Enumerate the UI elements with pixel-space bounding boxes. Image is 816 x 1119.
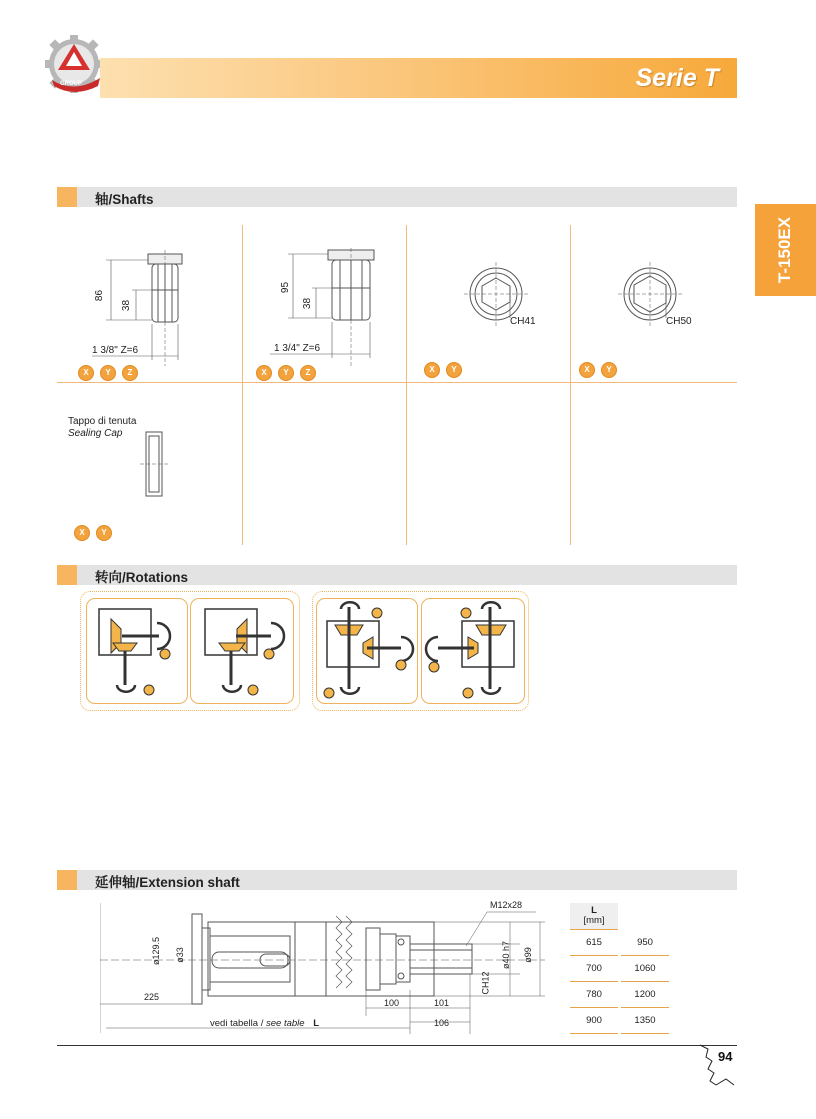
dim-total: 86 <box>94 289 106 302</box>
dim-total: 95 <box>280 281 292 294</box>
side-tab <box>755 204 816 296</box>
sealing-cap-icon <box>136 428 176 500</box>
dim-thread: M12x28 <box>490 900 523 910</box>
grid-divider <box>406 225 407 545</box>
side-tab-label: T-150EX <box>775 216 794 284</box>
rotation-diagram <box>190 598 294 704</box>
see-table-en: see table <box>265 1018 305 1029</box>
logo-text: GROUP <box>60 81 83 87</box>
dim-106: 106 <box>434 1018 450 1028</box>
grid-divider <box>242 225 243 545</box>
table-cell: 1350 <box>621 1008 669 1034</box>
grid-divider <box>570 225 571 545</box>
dim-depth: 38 <box>302 297 314 310</box>
grid-divider <box>57 382 737 383</box>
option-badge-x[interactable]: X <box>579 362 595 378</box>
sealing-cap-drawing <box>136 428 176 500</box>
option-badge-y[interactable]: Y <box>100 365 116 381</box>
section-shafts <box>57 187 737 207</box>
length-table <box>567 903 672 1034</box>
section-marker <box>57 565 77 585</box>
header-bar <box>100 58 737 98</box>
table-cell: 900 <box>570 1008 618 1034</box>
option-badge-x[interactable]: X <box>78 365 94 381</box>
dim-depth: 38 <box>121 299 133 312</box>
table-cell: 615 <box>570 930 618 956</box>
dim-99: ø99 <box>522 947 533 963</box>
rotation-diagram <box>86 598 188 704</box>
dim-101: 101 <box>434 998 450 1008</box>
rotation-diagram <box>421 598 525 704</box>
table-header-empty <box>621 903 669 930</box>
option-badge-z[interactable]: Z <box>300 365 316 381</box>
option-badge-y[interactable]: Y <box>601 362 617 378</box>
section-marker <box>57 187 77 207</box>
dim-100: 100 <box>384 998 400 1008</box>
extension-shaft-drawing <box>100 898 560 1038</box>
table-header-unit: [mm] <box>583 915 605 926</box>
rotation-arrows-icon <box>191 599 293 703</box>
shaft-drawing-1 <box>84 248 234 368</box>
option-badge-x[interactable]: X <box>74 525 90 541</box>
hex-shaft-drawing-2 <box>614 258 704 338</box>
section-title: 延伸轴/Extension shaft <box>95 875 240 890</box>
dim-h7: ø40 h7 <box>501 940 512 970</box>
cap-label-en: Sealing Cap <box>68 428 123 439</box>
section-rotations <box>57 565 737 585</box>
hex-shaft-drawing-1 <box>460 258 550 338</box>
option-badge-x[interactable]: X <box>424 362 440 378</box>
table-header-cell <box>570 903 618 930</box>
rotation-arrows-icon <box>317 599 417 703</box>
table-header-l: L <box>591 905 597 916</box>
option-badge-z[interactable]: Z <box>122 365 138 381</box>
table-cell: 950 <box>621 930 669 956</box>
page-number: 94 <box>718 1049 733 1064</box>
table-row <box>570 982 669 1008</box>
section-marker <box>57 870 77 890</box>
dim-flange: ø129.5 <box>151 936 162 966</box>
dim-225: 225 <box>144 992 160 1002</box>
rotation-arrows-icon <box>422 599 524 703</box>
section-title: 转向/Rotations <box>95 570 188 585</box>
option-badge-y[interactable]: Y <box>96 525 112 541</box>
extension-shaft-icon <box>100 898 560 1038</box>
hex-label: CH50 <box>666 316 692 327</box>
footer-rule <box>57 1045 737 1046</box>
rotation-arrows-icon <box>87 599 187 703</box>
section-title: 轴/Shafts <box>95 192 154 207</box>
table-cell: 780 <box>570 982 618 1008</box>
hex-label: CH41 <box>510 316 536 327</box>
dim-spline: 1 3/8" Z=6 <box>92 345 139 356</box>
dim-spline: 1 3/4" Z=6 <box>274 343 321 354</box>
series-title: Serie T <box>635 64 719 92</box>
see-table-it: vedi tabella / <box>210 1018 264 1029</box>
table-cell: 1060 <box>621 956 669 982</box>
option-badge-y[interactable]: Y <box>278 365 294 381</box>
table-row <box>570 956 669 982</box>
dim-bore: ø33 <box>174 947 185 963</box>
table-cell: 1200 <box>621 982 669 1008</box>
option-badge-x[interactable]: X <box>256 365 272 381</box>
table-row <box>570 1008 669 1034</box>
see-table-label <box>210 1018 319 1029</box>
option-badge-y[interactable]: Y <box>446 362 462 378</box>
hex-bore-icon <box>460 258 550 338</box>
table-cell: 700 <box>570 956 618 982</box>
rotation-diagram <box>316 598 418 704</box>
section-extension <box>57 870 737 890</box>
see-table-l: L <box>313 1018 319 1029</box>
cap-label-it: Tappo di tenuta <box>68 416 137 427</box>
table-row <box>570 930 669 956</box>
shaft-drawing-2 <box>262 248 402 368</box>
dim-ch: CH12 <box>480 971 491 995</box>
